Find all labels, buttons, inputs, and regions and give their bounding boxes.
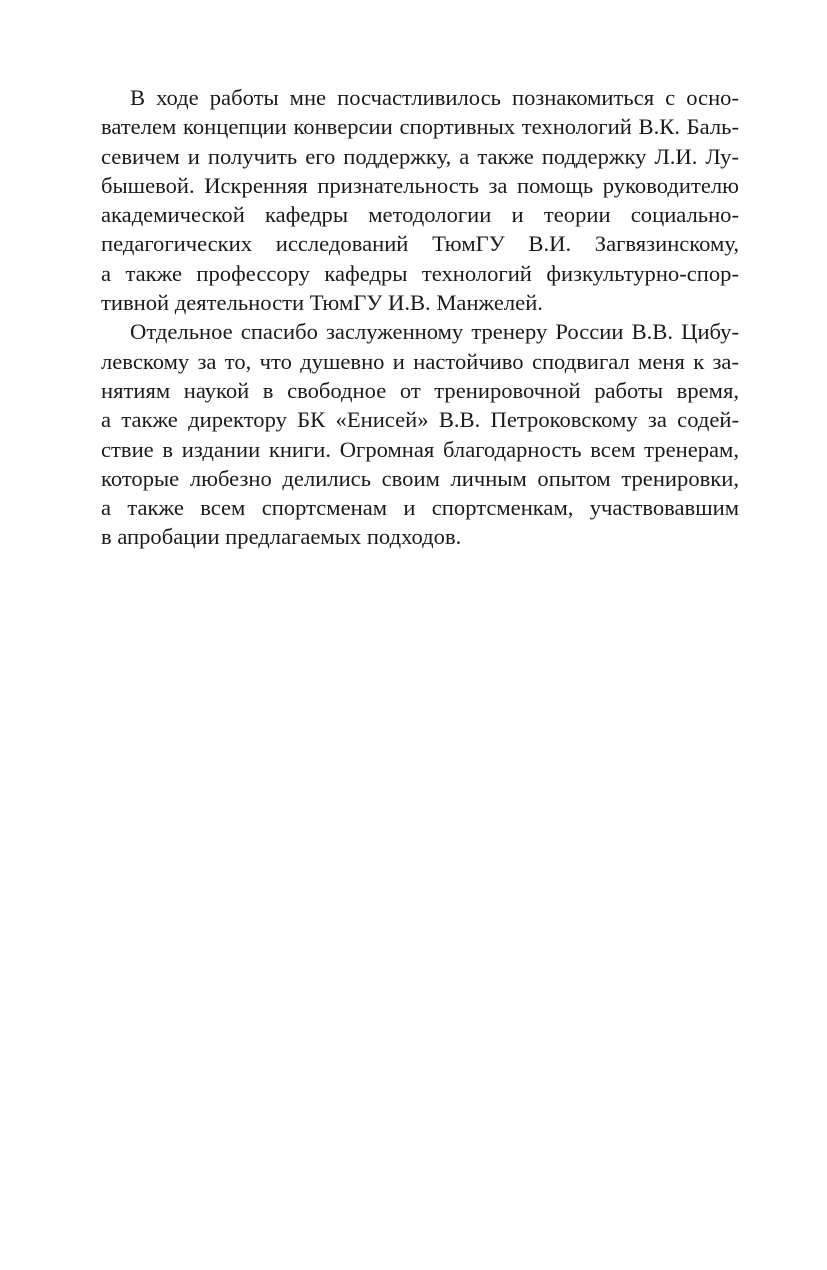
text-line: бышевой. Искренняя признательность за помощь руководителю — [101, 172, 739, 198]
text-line: тивной деятельности ТюмГУ И.В. Манжелей. — [101, 290, 543, 316]
paragraph-1 — [101, 83, 739, 317]
text-line: академической кафедры методологии и теории социально- — [101, 202, 739, 228]
text-line: В ходе работы мне посчастливилось познакомиться с осно- — [130, 85, 739, 110]
paragraph-2 — [101, 317, 739, 551]
text-line: вателем концепции конверсии спортивных технологий В.К. Баль- — [101, 114, 739, 140]
text-line: нятиям наукой в свободное от тренировочной работы время, — [101, 377, 739, 403]
text-line: а также профессору кафедры технологий физкультурно-спор- — [101, 260, 739, 286]
text-line: левскому за то, что душевно и настойчиво сподвигал меня к за- — [101, 348, 739, 374]
text-line: севичем и получить его поддержку, а также поддержку Л.И. Лу- — [101, 143, 739, 169]
text-line: а также всем спортсменам и спортсменкам, участвовавшим — [101, 495, 739, 521]
text-line: в апробации предлагаемых подходов. — [101, 524, 462, 550]
text-line: которые любезно делились своим личным опытом тренировки, — [101, 465, 739, 491]
acknowledgements-text — [101, 83, 739, 552]
text-line: Отдельное спасибо заслуженному тренеру России В.В. Цибу- — [130, 319, 739, 345]
text-line: педагогических исследований ТюмГУ В.И. Загвязинскому, — [101, 231, 739, 257]
text-line: а также директору БК «Енисей» В.В. Петроковскому за содей- — [101, 407, 739, 433]
text-line: ствие в издании книги. Огромная благодарность всем тренерам, — [101, 436, 739, 462]
